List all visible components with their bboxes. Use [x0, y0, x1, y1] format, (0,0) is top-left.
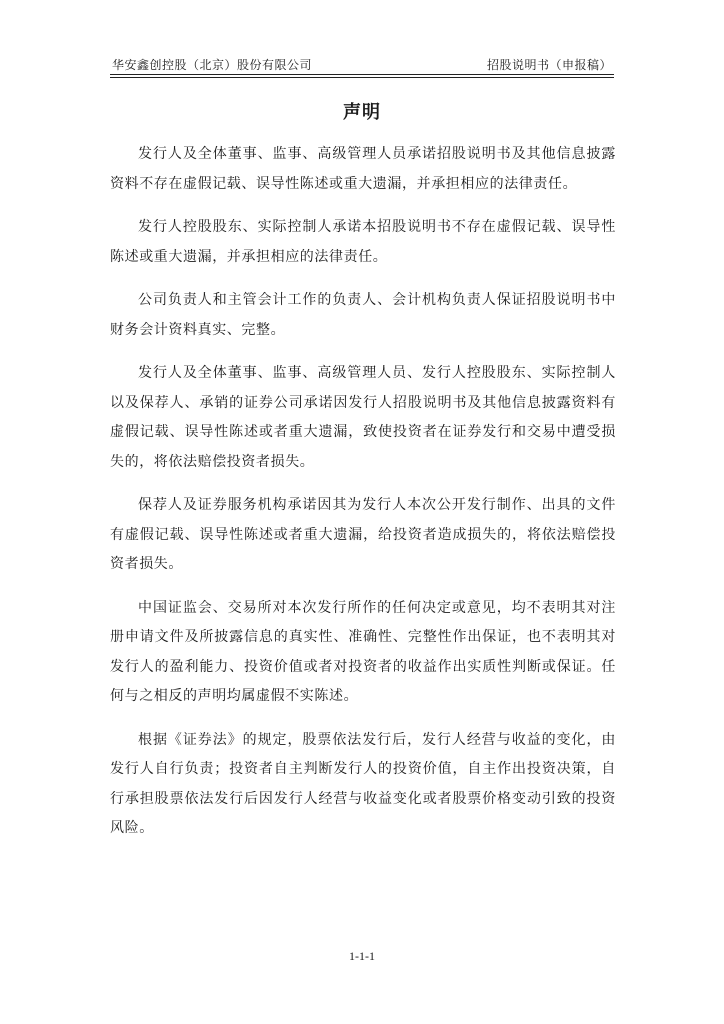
paragraph-2: 发行人控股股东、实际控制人承诺本招股说明书不存在虚假记载、误导性陈述或重大遗漏，并承担相应的法律责任。 [110, 219, 616, 265]
paragraph-3: 公司负责人和主管会计工作的负责人、会计机构负责人保证招股说明书中财务会计资料真实、完整。 [110, 292, 616, 338]
page-title: 声明 [343, 102, 381, 123]
paragraph-6: 中国证监会、交易所对本次发行所作的任何决定或意见，均不表明其对注册申请文件及所披露信息的真实性、准确性、完整性作出保证，也不表明其对发行人的盈利能力、投资价值或者对投资者的收益作出实质性判断或保证。任何与之相反的声明均属虚假不实陈述。 [110, 599, 616, 704]
page-header [110, 52, 614, 75]
header-company-name: 华安鑫创控股（北京）股份有限公司 [112, 58, 313, 72]
paragraph-5: 保荐人及证券服务机构承诺因其为发行人本次公开发行制作、出具的文件有虚假记载、误导性陈述或者重大遗漏，给投资者造成损失的，将依法赔偿投资者损失。 [110, 497, 616, 572]
paragraph-1: 发行人及全体董事、监事、高级管理人员承诺招股说明书及其他信息披露资料不存在虚假记载、误导性陈述或重大遗漏，并承担相应的法律责任。 [110, 146, 616, 192]
paragraph-4: 发行人及全体董事、监事、高级管理人员、发行人控股股东、实际控制人以及保荐人、承销的证券公司承诺因发行人招股说明书及其他信息披露资料有虚假记载、误导性陈述或者重大遗漏，致使投资者在证券发行和交易中遭受损失的，将依法赔偿投资者损失。 [110, 365, 616, 470]
statement-body [110, 140, 616, 858]
paragraph-7: 根据《证券法》的规定，股票依法发行后，发行人经营与收益的变化，由发行人自行负责；投资者自主判断发行人的投资价值，自主作出投资决策，自行承担股票依法发行后因发行人经营与收益变化或者股票价格变动引致的投资风险。 [110, 731, 616, 836]
page-number: 1-1-1 [349, 949, 375, 963]
header-document-name: 招股说明书（申报稿） [486, 58, 612, 72]
